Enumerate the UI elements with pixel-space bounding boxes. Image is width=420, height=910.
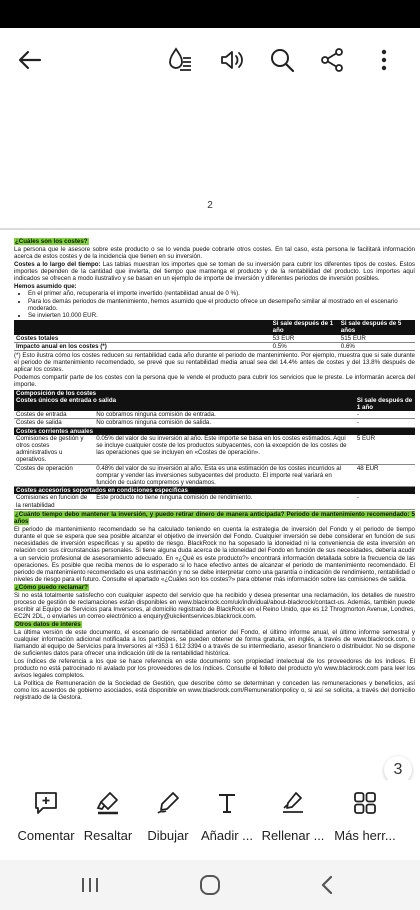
add-text-button[interactable] bbox=[197, 780, 257, 860]
reading-mode-icon[interactable] bbox=[162, 42, 198, 78]
cost-table bbox=[14, 320, 415, 351]
table-cell: Comisiones de gestión y otros costes administrativos u operativos. bbox=[14, 435, 94, 464]
table-cell: Costes de salida bbox=[14, 419, 94, 427]
table-header-row bbox=[14, 487, 415, 495]
table-row bbox=[14, 342, 415, 350]
table-row bbox=[14, 494, 415, 509]
table-header-row bbox=[14, 397, 415, 411]
page-number: 2 bbox=[207, 200, 213, 211]
table-cell: 0.6% bbox=[339, 342, 415, 350]
comment-icon bbox=[33, 790, 59, 816]
system-navigation-bar bbox=[0, 860, 420, 910]
page-2 bbox=[0, 94, 420, 228]
home-icon[interactable] bbox=[190, 872, 230, 898]
table-cell: 0.48% del valor de su inversión al año. Esta es una estimación de los costes incurridos al comprar y vender las inversiones subyacentes del producto. El importe real variará en función de cuánto compremos y vendamos. bbox=[94, 464, 355, 487]
tool-label: Rellenar ... bbox=[261, 828, 325, 843]
table-section-cell: Costes accesorios soportados en condiciones específicas bbox=[14, 487, 415, 495]
back-icon[interactable] bbox=[308, 872, 348, 898]
cost-share: Podemos compartir parte de los costes con la persona que le vende el producto para cubrir los servicios que le preste. Le informarán acerca del importe. bbox=[14, 374, 415, 389]
read-aloud-icon[interactable] bbox=[214, 42, 250, 78]
more-options-icon[interactable] bbox=[366, 42, 402, 78]
document-viewport[interactable] bbox=[0, 94, 420, 780]
highlighter-icon bbox=[95, 790, 121, 816]
table-header-cell: Si sale después de 5 años bbox=[339, 320, 415, 334]
table-cell: Comisiones en función de la rentabilidad bbox=[14, 494, 94, 509]
table-row bbox=[14, 464, 415, 487]
table-cell: Costes de operación bbox=[14, 464, 94, 487]
table-cell: - bbox=[355, 411, 415, 419]
more-tools-button[interactable] bbox=[329, 780, 401, 860]
table-section-cell: Costes corrientes anuales bbox=[14, 427, 415, 435]
tool-label: Resaltar bbox=[83, 828, 133, 843]
table-header-row bbox=[14, 320, 415, 334]
section-heading-holding: ¿Cuánto tiempo debo mantener la inversión, y puedo retirar dinero de manera anticipada? Periodo de mantenimiento recomendado: 5 años bbox=[14, 510, 415, 526]
page-3 bbox=[0, 230, 420, 780]
costs-time-text: Las tablas muestran los importes que se toman de su inversión para cubrir los diferentes tipos de costes. Estos importes dependen de la cantidad que invierta, del tiempo que mantenga el producto y de la rentabilidad del producto. Los importes aquí indicados se ofrecen a modo ilustrativo y se basan en un ejemplo de importe de inversión y diferentes periodos de inversión posibles. bbox=[14, 260, 416, 283]
table-cell: 5 EUR bbox=[355, 435, 415, 464]
search-icon[interactable] bbox=[264, 42, 300, 78]
complaint-text: Si no está totalmente satisfecho con cualquier aspecto del servicio que ha recibido y desea presentar una reclamación, los detalles de nuestro proceso de gestión de reclamaciones están disponibles en www.blackrock.com/uk/individual/about-blackrock/contact-us. Además, también puede escribir al Equipo de Servicios para Inversores, al domicilio registrado de BlackRock en el Reino Unido, que es 12 Throgmorton Avenue, Londres, EC2N 2DL, o enviarles un correo electrónico a enquiry@ukclientservices.blackrock.com. bbox=[14, 591, 415, 621]
table-cell: No cobramos ninguna comisión de salida. bbox=[94, 419, 355, 427]
draw-pen-icon bbox=[155, 790, 181, 816]
share-icon[interactable] bbox=[314, 42, 350, 78]
table-header-cell bbox=[14, 320, 271, 334]
table-cell: Impacto anual en los costes (*) bbox=[14, 342, 271, 350]
table-header-cell: Si sale después de 1 año bbox=[355, 397, 415, 411]
table-header-row bbox=[14, 427, 415, 435]
table-row bbox=[14, 419, 415, 427]
comment-button[interactable] bbox=[15, 780, 77, 860]
tool-label: Comentar bbox=[17, 828, 75, 843]
table-section-cell: Costes únicos de entrada o salida bbox=[14, 397, 355, 411]
table-row bbox=[14, 411, 415, 419]
table-header-row bbox=[14, 390, 415, 397]
tool-label: Dibujar bbox=[147, 828, 189, 843]
fill-sign-button[interactable] bbox=[257, 780, 329, 860]
table-cell: 0.5% bbox=[271, 342, 339, 350]
table-header-cell: Composición de los costes bbox=[14, 390, 355, 397]
table-header-cell: Si sale después de 1 año bbox=[271, 320, 339, 334]
table-cell: - bbox=[355, 419, 415, 427]
tool-label: Añadir ... bbox=[200, 828, 254, 843]
composition-table bbox=[14, 390, 415, 510]
add-text-icon bbox=[214, 790, 240, 816]
top-toolbar bbox=[0, 28, 420, 94]
list-item: • Para los demás periodos de mantenimiento, hemos asumido que el producto ofrece un desempeño similar al mostrado en el escenario moderado. bbox=[28, 298, 415, 312]
assumed-heading: Hemos asumido que: bbox=[14, 282, 77, 290]
table-cell: 53 EUR bbox=[271, 335, 339, 343]
more-tools-icon bbox=[352, 790, 378, 816]
bottom-tools-bar bbox=[0, 780, 420, 860]
other-text: La última versión de este documento, el escenario de rentabilidad anterior del Fondo, el último informe anual, el último informe semestral y cualquier información adicional notificada a los partícipes, se pueden obtener de forma gratuita, en inglés, a través de www.blackrock.com, o llamando al equipo de Servicios para Inversores al +353 1 612 3394 o a través de su intermediario, asesor financiero o distribuidor. No se dispone de suficientes datos para ofrecer una indicación útil de la rentabilidad histórica. bbox=[14, 628, 415, 658]
table-cell: Costes de entrada bbox=[14, 411, 94, 419]
fill-sign-icon bbox=[280, 790, 306, 816]
current-page-indicator[interactable]: 3 bbox=[384, 756, 412, 780]
page-content bbox=[14, 238, 415, 702]
table-row bbox=[14, 435, 415, 464]
costs-time-lead: Costes a lo largo del tiempo: bbox=[14, 260, 101, 268]
section-heading-other: Otros datos de interés bbox=[15, 620, 81, 628]
list-item: • Se invierten 10.000 EUR. bbox=[28, 312, 415, 319]
other-text: La Política de Remuneración de la Sociedad de Gestión, que describe cómo se determinan y conceden las remuneraciones y beneficios, así como los acuerdos de gobierno asociados, está disponible en www.blackrock.com/Remunerationpolicy o, si así se solicita, a través del domicilio registrado de la Gestora. bbox=[14, 679, 415, 702]
holding-text: El periodo de mantenimiento recomendado se ha calculado teniendo en cuenta la estrategia de inversión del Fondo y el periodo de tiempo durante el que se espera que sea posible alcanzar el objetivo de inversión del Fondo. Cualquier inversión se debe considerar en función de sus necesidades de inversión específicas y su apetito de riesgo. BlackRock no ha sopesado la idoneidad ni la conveniencia de esta inversión en relación con sus circunstancias personales. Si tiene alguna duda acerca de la idoneidad del Fondo en función de sus necesidades, debería acudir a un servicio profesional de asesoramiento adecuado. En «¿Qué es este producto?» encontrará información detallada sobre la frecuencia de las operaciones. Es posible que reciba menos de lo esperado si lo hace efectivo antes de alcanzar el periodo de mantenimiento recomendado. El periodo de mantenimiento recomendado es una estimación y no se debe interpretar como una garantía o indicación de rendimiento, rentabilidad o niveles de riesgo para el futuro. Consulte el apartado «¿Cuáles son los costes?» para obtener más información sobre las comisiones de salida. bbox=[14, 525, 415, 584]
section-heading-costs: ¿Cuáles son los costes? bbox=[15, 238, 88, 245]
cost-note: (*) Esto ilustra cómo los costes reducen su rentabilidad cada año durante el periodo de mantenimiento. Por ejemplo, muestra que si sale durante el periodo de mantenimiento recomendado, se prevé que su rentabilidad media anual sea del 14.4% antes de costes y del 13.8% después de aplicar los costes. bbox=[14, 352, 415, 374]
table-cell: Costes totales bbox=[14, 335, 271, 343]
assumptions-list bbox=[28, 290, 415, 319]
section-heading-complaint: ¿Cómo puedo reclamar? bbox=[15, 583, 88, 591]
table-cell: 48 EUR bbox=[355, 464, 415, 487]
table-cell: Este producto no tiene ninguna comisión de rendimiento. bbox=[94, 494, 355, 509]
table-cell: 515 EUR bbox=[339, 335, 415, 343]
table-row bbox=[14, 335, 415, 343]
table-cell: - bbox=[355, 494, 415, 509]
back-arrow-icon[interactable] bbox=[12, 42, 48, 78]
table-cell: No cobramos ninguna comisión de entrada. bbox=[94, 411, 355, 419]
other-text: Los índices de referencia a los que se hace referencia en este documento son propiedad intelectual de los proveedores de los índices. El producto no está patrocinado ni avalado por los proveedores de los índices. Consulte el folleto del producto y/o www.blackrock.com para leer los avisos legales completos. bbox=[14, 657, 415, 680]
tool-label: Más herr... bbox=[334, 828, 396, 843]
recent-apps-icon[interactable] bbox=[70, 872, 110, 898]
table-header-cell bbox=[355, 390, 415, 397]
status-bar bbox=[0, 0, 420, 28]
costs-intro: La persona que le asesore sobre este producto o se lo venda puede cobrarle otros costes. En tal caso, esta persona le facilitará información acerca de estos costes y de la incidencia que tienen en su inversión. bbox=[14, 245, 415, 260]
table-cell: 0.05% del valor de su inversión al año. Este importe se basa en los costes estimados. Aquí se incluye cualquier coste de los productos subyacentes, con la excepción de los costes de las operaciones que se incluyen en «Costes de operación». bbox=[94, 435, 355, 464]
highlight-button[interactable] bbox=[77, 780, 139, 860]
list-item: • En el primer año, recuperaría el importe invertido (rentabilidad anual de 0 %). bbox=[28, 290, 415, 297]
draw-button[interactable] bbox=[139, 780, 197, 860]
